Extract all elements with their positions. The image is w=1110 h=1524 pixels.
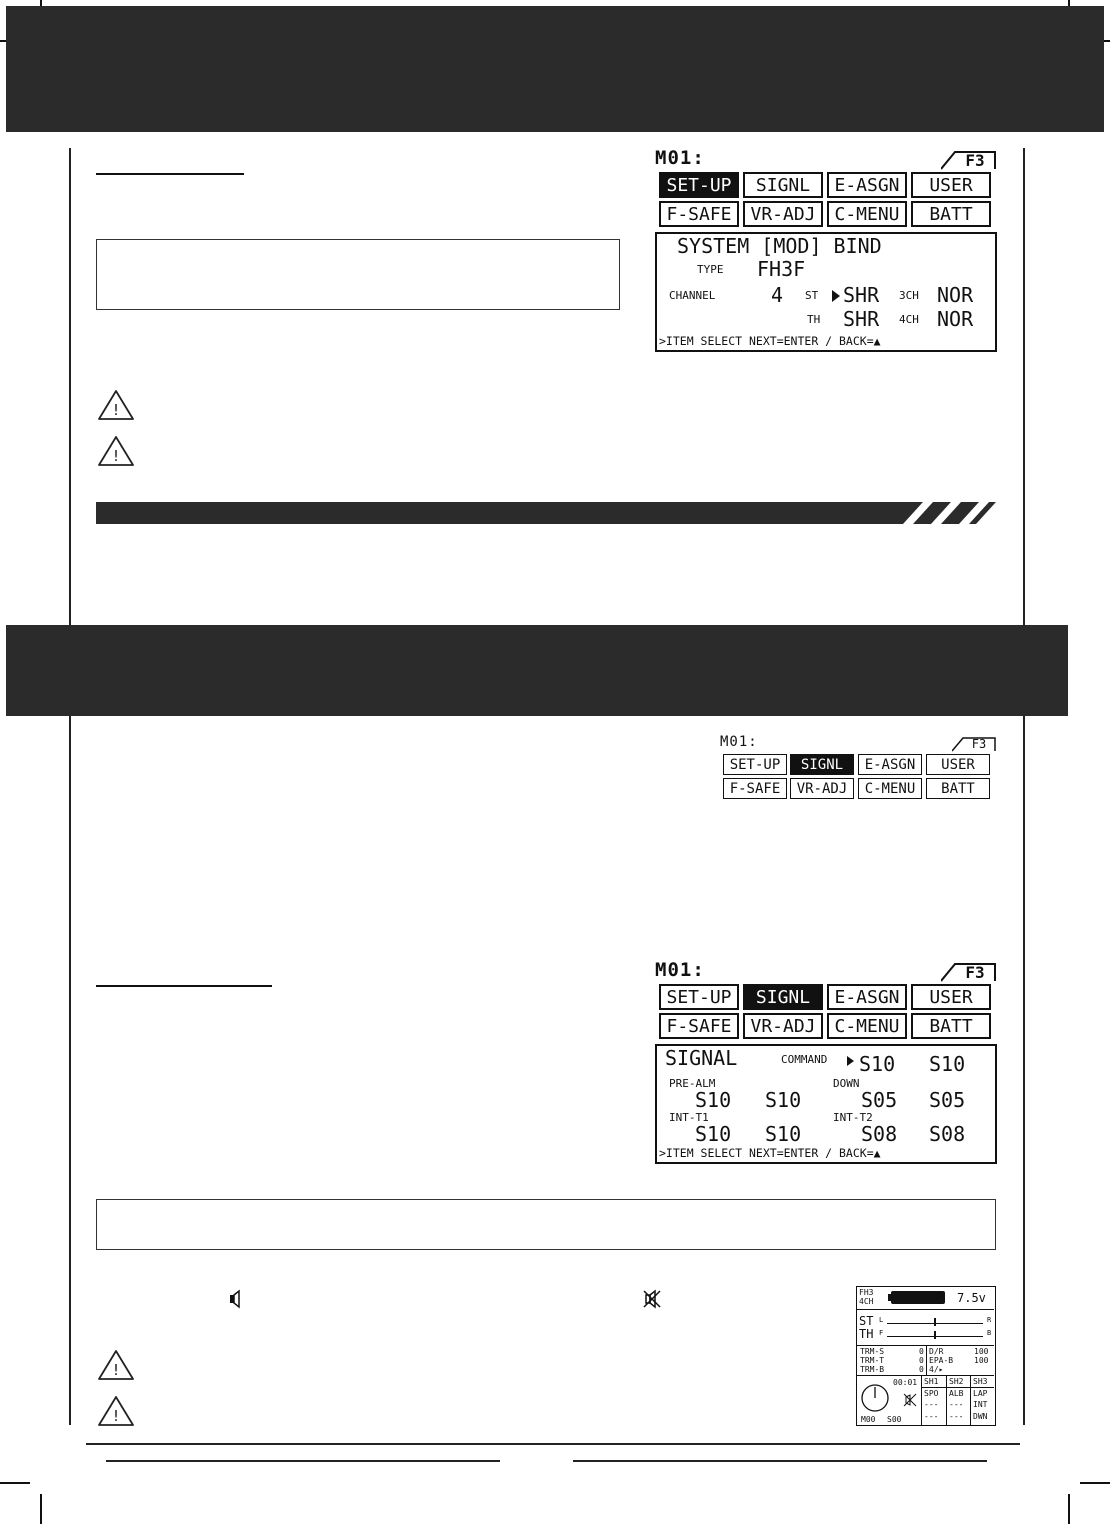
- st-l-mark: L: [879, 1316, 884, 1324]
- header-band-top: [6, 6, 1104, 132]
- speaker-on-icon: [228, 1289, 242, 1309]
- svg-text:!: !: [112, 401, 120, 419]
- type-value[interactable]: FH3F: [757, 257, 806, 281]
- crop-mark: [40, 1494, 42, 1524]
- int-t2-label: INT-T2: [833, 1111, 873, 1124]
- ch4-mode-label: 4/▸: [929, 1365, 944, 1374]
- footer-rule-left: [106, 1460, 500, 1462]
- th-b-mark: B: [987, 1329, 992, 1337]
- note-box-wide: [96, 1199, 996, 1250]
- crop-mark: [1068, 1494, 1070, 1524]
- tab-signl[interactable]: SIGNL: [790, 754, 854, 775]
- lcd-system-bind-screen: [655, 148, 997, 352]
- tab-f-safe[interactable]: F-SAFE: [723, 778, 787, 799]
- lcd-signal-menu-screen: [720, 735, 997, 801]
- type-label: TYPE: [697, 263, 724, 276]
- sw3-row2: INT: [973, 1400, 988, 1409]
- down-value-1[interactable]: S05: [861, 1088, 898, 1112]
- tab-c-menu[interactable]: C-MENU: [858, 778, 922, 799]
- voltage-readout: 7.5v: [957, 1291, 986, 1305]
- tab-e-asgn[interactable]: E-ASGN: [827, 984, 907, 1010]
- channel-label: CHANNEL: [669, 289, 716, 302]
- channel-value[interactable]: 4: [771, 283, 784, 307]
- tab-signl[interactable]: SIGNL: [743, 172, 823, 198]
- heading-underline: [96, 985, 272, 987]
- right-margin-line: [1023, 148, 1025, 625]
- pre-alm-value-1[interactable]: S10: [695, 1088, 732, 1112]
- section-bar: [96, 502, 996, 524]
- battery-icon: [891, 1291, 945, 1304]
- st-label: ST: [859, 1314, 874, 1328]
- st-label: ST: [805, 289, 819, 302]
- tab-c-menu[interactable]: C-MENU: [827, 1013, 907, 1039]
- lcd-model-label: M01:: [720, 734, 758, 750]
- tab-c-menu[interactable]: C-MENU: [827, 201, 907, 227]
- trim-b-value: 0: [919, 1365, 924, 1374]
- ch3-value[interactable]: NOR: [937, 283, 974, 307]
- tab-set-up[interactable]: SET-UP: [659, 172, 739, 198]
- int-t1-label: INT-T1: [669, 1111, 709, 1124]
- ch4-value[interactable]: NOR: [937, 307, 974, 331]
- down-label: DOWN: [833, 1077, 860, 1090]
- sw2-row3: ---: [949, 1412, 964, 1421]
- tab-vr-adj[interactable]: VR-ADJ: [790, 778, 854, 799]
- lcd-home-screen: [856, 1286, 996, 1426]
- int-t1-value-1[interactable]: S10: [695, 1122, 732, 1146]
- sw-header-2: SH2: [949, 1377, 964, 1386]
- command-value-2[interactable]: S10: [929, 1052, 966, 1076]
- divider: [970, 1375, 971, 1425]
- lcd-content-panel: [655, 232, 997, 352]
- command-label: COMMAND: [781, 1053, 828, 1066]
- tab-signl[interactable]: SIGNL: [743, 984, 823, 1010]
- divider: [946, 1375, 947, 1425]
- tab-batt[interactable]: BATT: [926, 778, 990, 799]
- epa-value: 100: [974, 1356, 989, 1365]
- divider: [926, 1345, 927, 1375]
- battery-tip: [888, 1294, 891, 1301]
- st-trim-marker: [934, 1318, 936, 1326]
- system-bottom: 4CH: [859, 1297, 874, 1306]
- lcd-signal-screen: [655, 960, 997, 1164]
- tab-vr-adj[interactable]: VR-ADJ: [743, 1013, 823, 1039]
- timer-readout: 00:01: [893, 1378, 918, 1387]
- th-trim-marker: [934, 1331, 936, 1339]
- pre-alm-value-2[interactable]: S10: [765, 1088, 802, 1112]
- ch4-label: 4CH: [899, 313, 919, 326]
- divider: [921, 1387, 994, 1388]
- int-t2-value-2[interactable]: S08: [929, 1122, 966, 1146]
- pre-alm-label: PRE-ALM: [669, 1077, 716, 1090]
- sw1-row2: ---: [924, 1400, 939, 1409]
- right-margin-line: [1023, 716, 1025, 1425]
- stopwatch-dial-icon: [860, 1383, 890, 1413]
- cursor-arrow-icon: [847, 1056, 854, 1066]
- th-label: TH: [859, 1327, 874, 1341]
- lcd-footer-help: >ITEM SELECT NEXT=ENTER / BACK=▲: [659, 334, 881, 348]
- svg-text:!: !: [112, 447, 120, 465]
- st-r-mark: R: [987, 1316, 992, 1324]
- speaker-mute-icon: [641, 1288, 663, 1310]
- tab-user[interactable]: USER: [911, 172, 991, 198]
- th-label: TH: [807, 313, 821, 326]
- sw2-row1: ALB: [949, 1389, 964, 1398]
- sw3-row1: LAP: [973, 1389, 988, 1398]
- trim-b-label: TRM-B: [860, 1365, 885, 1374]
- left-margin-line: [69, 148, 71, 625]
- th-value[interactable]: SHR: [843, 307, 880, 331]
- trim-s-value: 0: [919, 1347, 924, 1356]
- lcd-page-label: F3: [965, 151, 985, 170]
- tab-f-safe[interactable]: F-SAFE: [659, 1013, 739, 1039]
- lcd-content-panel: [655, 1044, 997, 1164]
- tab-set-up[interactable]: SET-UP: [659, 984, 739, 1010]
- note-box: [96, 239, 620, 310]
- trim-s-label: TRM-S: [860, 1347, 885, 1356]
- cursor-arrow-icon: [832, 290, 840, 302]
- footer-rule-right: [573, 1460, 987, 1462]
- model-sub: S00: [887, 1415, 902, 1424]
- left-margin-line: [69, 716, 71, 1425]
- warning-icon: [96, 388, 136, 422]
- warning-icon: [96, 1394, 136, 1428]
- sw-header-1: SH1: [924, 1377, 939, 1386]
- heading-underline: [96, 173, 244, 175]
- command-value-1[interactable]: S10: [859, 1052, 896, 1076]
- footer-rule: [86, 1443, 1020, 1445]
- svg-text:!: !: [112, 1407, 120, 1425]
- down-value-2[interactable]: S05: [929, 1088, 966, 1112]
- divider: [857, 1309, 994, 1310]
- warning-icon: [96, 434, 136, 468]
- svg-text:!: !: [112, 1361, 120, 1379]
- tab-vr-adj[interactable]: VR-ADJ: [743, 201, 823, 227]
- warning-icon: [96, 1348, 136, 1382]
- sw1-row3: ---: [924, 1412, 939, 1421]
- int-t2-value-1[interactable]: S08: [861, 1122, 898, 1146]
- tab-f-safe[interactable]: F-SAFE: [659, 201, 739, 227]
- dr-value: 100: [974, 1347, 989, 1356]
- crop-mark: [1080, 1482, 1110, 1484]
- screen-title: SYSTEM [MOD] BIND: [677, 234, 882, 258]
- tab-batt[interactable]: BATT: [911, 201, 991, 227]
- lcd-model-label: M01:: [655, 147, 705, 169]
- crop-mark: [0, 1482, 30, 1484]
- tab-e-asgn[interactable]: E-ASGN: [827, 172, 907, 198]
- trim-t-label: TRM-T: [860, 1356, 885, 1365]
- model-label: M00: [861, 1415, 876, 1424]
- tab-e-asgn[interactable]: E-ASGN: [858, 754, 922, 775]
- lcd-page-label: F3: [965, 963, 985, 982]
- lcd-footer-help: >ITEM SELECT NEXT=ENTER / BACK=▲: [659, 1146, 881, 1160]
- divider: [857, 1375, 994, 1376]
- divider: [921, 1375, 922, 1425]
- sw2-row2: ---: [949, 1400, 964, 1409]
- sw-header-3: SH3: [973, 1377, 988, 1386]
- ch3-label: 3CH: [899, 289, 919, 302]
- speaker-mute-icon: [903, 1393, 917, 1407]
- sw1-row1: SPO: [924, 1389, 939, 1398]
- st-value[interactable]: SHR: [843, 283, 880, 307]
- tab-user[interactable]: USER: [911, 984, 991, 1010]
- header-band-middle: [6, 625, 1068, 716]
- screen-title: SIGNAL: [665, 1046, 738, 1070]
- sw3-row3: DWN: [973, 1412, 988, 1421]
- dr-label: D/R: [929, 1347, 944, 1356]
- th-f-mark: F: [879, 1329, 884, 1337]
- tab-batt[interactable]: BATT: [911, 1013, 991, 1039]
- lcd-page-label: F3: [971, 737, 987, 751]
- system-top: FH3: [859, 1288, 874, 1297]
- tab-set-up[interactable]: SET-UP: [723, 754, 787, 775]
- int-t1-value-2[interactable]: S10: [765, 1122, 802, 1146]
- tab-user[interactable]: USER: [926, 754, 990, 775]
- epa-label: EPA-B: [929, 1356, 954, 1365]
- trim-t-value: 0: [919, 1356, 924, 1365]
- lcd-model-label: M01:: [655, 959, 705, 981]
